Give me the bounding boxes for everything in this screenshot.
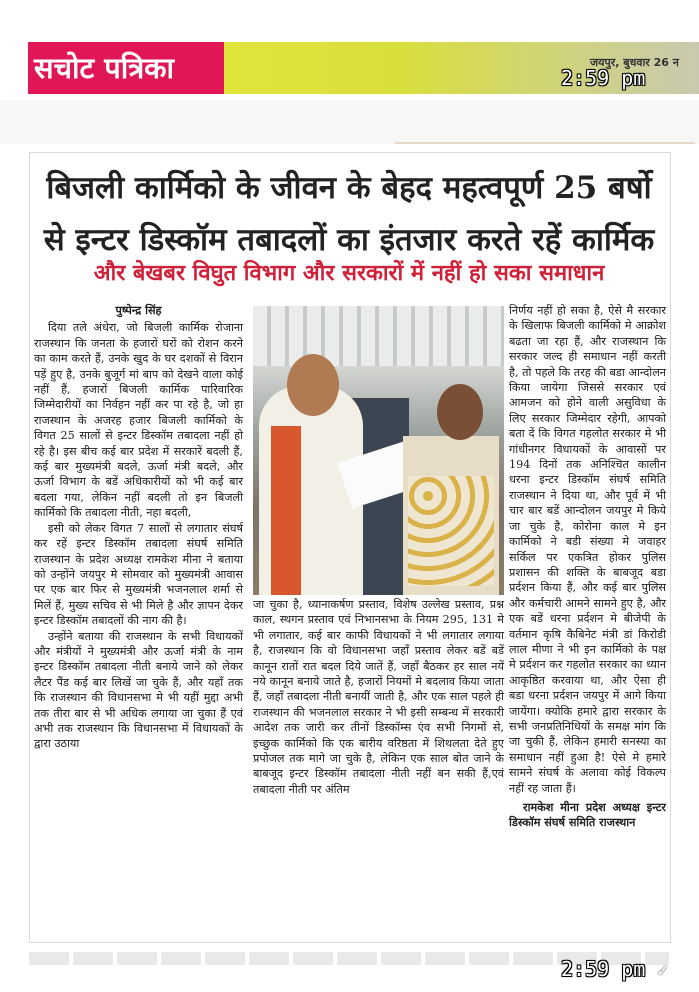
- signoff: रामकेश मीना प्रदेश अध्यक्ष इन्टर डिस्कॉम संघर्ष समिति राजस्थान: [509, 800, 666, 830]
- article-column-3: [509, 303, 666, 831]
- paragraph: निर्णय नहीं हो सका है, ऐसे मै सरकार के खिलाफ बिजली कार्मिको मे आक्रोश बढता जा रहा हैं, और राजस्थान कि सरकार जल्द ही समाधान नहीं करती है, तो पहले कि तरह की बडा आन्दोलन किया जायेगा जिससे सरकार एवं आमजन को होने वाली असुविधा के लिए सरकार जिम्मेदार रहेगी, आपको बता दें कि विगत गहलोत सरकार मे भी गांधीनगर विधायकों के आवासों पर 194 दिनों तक अनिश्चित कालीन धरना इन्टर डिस्कॉम संघर्ष समिति राजस्थान ने दिया था, और पूर्व में भी चार बार बडें आन्दोलन जयपुर मे किये जा चुके है, कोरोना काल मे इन कार्मिको ने बडी संख्या मे जवाहर सर्किल पर एकत्रित होकर पुलिस प्रशासन की शक्ति के बाबजूद बडा प्रर्दशन किया हैं, और कई बार पुलिस और कर्मचारी आमने सामने हुए है, और एक बडें धरना प्रर्दशन मे बीजेपी के वर्तमान कृषि कैबिनेट मंत्री डां किरोडी लाल मीणा ने भी इन कार्मिको के पक्ष मे प्रर्दशन कर गहलोत सरकार का ध्यान आकृष्ठित करवाया था, और ऐसा ही बडा धरना प्रर्दशन जयपुर में आगे किया जायेंगा। क्योकि हमारे द्वारा सरकार के सभी जनप्रतिनिधियों के समक्ष मांग कि जा चुकी हैं, लेकिन हमारी सनस्या का समाधान नहीं हुआ है! ऐसे मे हमारे सामने संघर्ष के अलावा कोई विकल्प नहीं रह जाता हैं।: [509, 304, 666, 795]
- article-column-1: [34, 303, 243, 752]
- timestamp-top: [561, 66, 645, 90]
- masthead-date: जयपुर, बुधवार 26 न: [590, 56, 679, 69]
- paragraph: इसी को लेकर विगत 7 सालों से लगातार संघर्ष कर रहें इन्टर डिस्कॉम तबादला संघर्ष समिति राजस्थान के प्रदेश अध्यक्ष रामकेश मीना ने बताया को उन्होंने जयपुर मे सोमवार को मुख्यमंत्री आवास पर एक बार फिर से मुख्यमंत्री भजनलाल शर्मा से मिलें हैं, मुख्य सचिव से भी मिले है और ज्ञापन देकर इन्टर डिस्कॉम तबादलों की नाग की है।: [34, 521, 243, 628]
- header-band: [0, 100, 699, 144]
- subheadline: और बेखबर विघुत विभाग और सरकारों में नहीं हो सका समाधान: [93, 261, 605, 286]
- article-column-2: [253, 597, 504, 797]
- masthead-title: सचोट पत्रिका: [34, 51, 175, 85]
- timestamp-bottom-text: 2:59 pm: [561, 957, 646, 981]
- headline-line-1: बिजली कार्मिको के जीवन के बेहद महत्वपूर्ण 25 बर्षो: [46, 170, 652, 206]
- check-icon: ✓: [657, 960, 669, 981]
- paragraph: दिया तले अंधेरा, जो बिजली कार्मिक रोजाना राजस्थान कि जनता के हजारों घरों को रोशन करने का काम करते हैं, उनके खुद के घर दशकों से विरान पड़ें हुए है, उनके बुजूर्ग मां बाप को देखने वाला कोई नहीं हैं, हजारों बिजली कार्मिक पारिवारिक जिम्मेदारीयों का निर्वहन नहीं कर पा रहे है, जो हा राजस्थान के अजरह हजार बिजली कार्मिको के विगत 25 सालों से इन्टर डिस्कॉम तबादला नहीं हो रहे है। इस बीच कई बार प्रदेश में सरकारें बदली हैं, कई बार मुख्यमंत्री बदले, ऊर्जा मंत्री बदले, और ऊर्जा विभाग के बडें अधिकारीयों को भी कई बार बदला गया, लेकिन नहीं बदली तो इन बिजली कार्मिको कि तबादला नीती, नहा बदली,: [34, 321, 243, 520]
- headline: [29, 162, 669, 266]
- byline: पुष्पेन्द्र सिंह: [115, 303, 162, 317]
- divider: [395, 142, 695, 144]
- timestamp-top-text: 2:59 pm: [561, 66, 646, 90]
- paragraph: उन्होंने बताया की राजस्थान के सभी विधायकों और मंत्रीयों ने मुख्यमंत्री और ऊर्जा मंत्री के नाम इन्टर डिस्कॉम तबादला नीती बनाये जाने को लेकर लैटर पैंड कई बार लिखें जा चुके हैं, और यहाँ तक कि राजस्थान की विधानसभा मे भी यहीं मुद्दा अभी तक तीरा बार से भी अधिक लगाया जा चुका हैं एवं अभी तक राजस्थान कि विधानसभा में विधायकों के द्वारा उठाया: [34, 629, 243, 751]
- paragraph: जा चुका है, ध्यानाकर्षण प्रस्ताव, विशेष उल्लेख प्रस्ताव, प्रश्न काल, स्थगन प्रस्ताव एवं निभानसभा के नियम 295, 131 मे भी लगातार, कई बार काफी विधायकों ने भी लगातार लगाया है, राजस्थान कि वो विधानसभा जहाँ प्रस्ताव लेकर बडें बडें कानून रातों रात बदल दिये जातें हैं, जहाँ बैठकर हर साल नयें नये कानून बनाये जाते है, हजारों नियमों मे बदलाव किया जाता हैं, जहाँ तबादला नीती बनायीं जाती है, और एक साल पहले ही राजस्थान की भजनलाल सरकार ने भी इसी सम्बन्ध में सरकारी आदेश तक जारी कर तीनों डिस्कॉम्स एंव सभी निगमों से, इच्छुक कार्मिको कि एक बारीय वरिष्ठता में शिथलता देते हुए प्रपोजल तक मागे जा चुके है, लेकिन एक साल बोत जाने के बाबजूद इन्टर डिस्कॉम तबादला नीती नहीं बन सकी हैं,एवं तबादला नीती पर अंतिम: [253, 598, 504, 796]
- news-photo: [253, 306, 504, 595]
- timestamp-bottom: [561, 957, 668, 981]
- headline-line-2: से इन्टर डिस्कॉम तबादलों का इंतजार करते रहें कार्मिक: [43, 222, 655, 258]
